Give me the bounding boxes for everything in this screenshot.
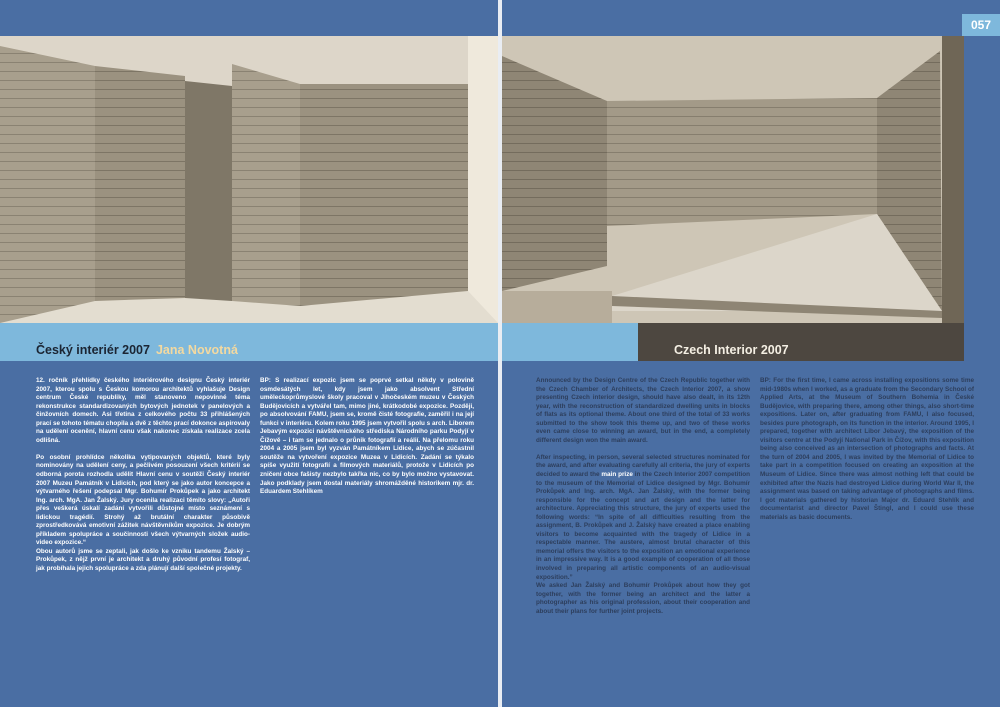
paragraph: Po osobní prohlídce několika vytipovaných objektů, které byly nominovány na udělení ceny, a pečlivém posouzení všech kritérií se odborná porota rozhodla udělit Hlavní cenu v soutěži Český interiér 2007 Muzeu Památník v Lidicích, pod který se jako autor koncepce a výtvarného řešení podepsal Mgr. Bohumír Prokůpek a jako architekt Ing. arch. MgA. Jan Žalský. Jury ocenila realizaci těmito slovy: „Autoři přes veškerá úskalí zadání vytvořili důstojné místo seznámení s lidickou tragédií. Strohý až brutální charakter působivě zprostředkovává emotivní zážitek návštěvníkům expozice. Je dobrým příkladem spolupráce a součinnosti všech výtvarných složek audio-video expozice.“ — [36, 453, 250, 547]
main-prize-highlight: main prize — [601, 471, 633, 479]
paragraph: 12. ročník přehlídky českého interiérového designu Český interiér 2007, kterou spolu s Českou komorou architektů vyhlašuje Design centrum České republiky, měl stanoveno nepovinné téma rekonstrukce standardizovaných bytových jednotek v panelových a činžovních domech. Asi třetina z celkového počtu 33 přihlášených prací se tohoto tématu chopila a dvě z těchto prací dokonce aspirovaly na udělení ocenění, hlavní cenu však nakonec získala realizace zcela odlišná. — [36, 377, 250, 444]
right-title-bar-accent — [502, 323, 638, 361]
page-number: 057 — [962, 14, 1000, 36]
article-title: Český interiér 2007 — [36, 343, 150, 357]
concrete-room-image — [502, 36, 964, 323]
paragraph: Obou autorů jsme se zeptali, jak došlo ke vzniku tandemu Žalský – Prokůpek, z nějž první je architekt a druhý původní profesí fotograf, jak probíhala jejich spolupráce a zda plánují další společné projekty. — [36, 547, 250, 573]
right-photo — [502, 36, 964, 323]
paragraph: BP: S realizací expozic jsem se poprvé setkal někdy v polovině osmdesátých let, kdy jsem jako absolvent Střední uměleckoprůmyslové školy pracoval v Jihočeském muzeu v Českých Budějovicích a vytvářel tam, mimo jiné, krátkodobé expozice. Později, po absolvování FAMU, jsem se, kromě čisté fotografie, zaměřil i na její funkci v interiéru. Kolem roku 1995 jsem vytvořil spolu s arch. Liborem Jebavým expozici návštěvnického střediska Národního parku Podyjí v Čížově – i tam se jednalo o průnik fotografií a reálií. Na přelomu roku 2004 a 2005 jsem byl vyzván Památníkem Lidice, abych se zúčastnil soutěže na vytvoření expozice Muzea v Lidicích. Zadání se týkalo spíše využití fotografií a filmových materiálů, protože v Lidicích po zničení obce fašisty nezbylo takřka nic, co by bylo možno vystavovat. Jako podklady jsem dostal materiály shromážděné historikem mjr. dr. Eduardem Stehlíkem — [260, 377, 474, 496]
paragraph: After inspecting, in person, several selected structures nominated for the award, and after evaluating carefully all criteria, the jury of experts decided to award the main prize in the Czech Interior 2007 competition to the museum of the Memorial of Lidice designed by Mgr. Bohumír Prokůpek and Ing. arch. MgA. Jan Žalský, with the former being responsible for the concept and art design and the latter for architecture. Appreciating this structure, the jury of experts used the following words: “In spite of all difficulties resulting from the assignment, B. Prokůpek and J. Žalský have created a place enabling visitors to become acquainted with the tragedy of Lidice in a respectable manner. The austere, almost brutal character of this memorial offers the visitors to the exposition an emotional experience in an impressive way. It is a good example of cooperation of all those involved in preparing all artistic components of an audio-visual exposition.” — [536, 453, 751, 581]
left-photo — [0, 36, 498, 323]
left-column-1 — [36, 377, 250, 582]
right-column-2 — [760, 377, 974, 531]
right-page — [502, 0, 1000, 707]
right-column-1 — [536, 377, 750, 625]
article-author: Jana Novotná — [155, 343, 238, 357]
paragraph: Announced by the Design Centre of the Czech Republic together with the Czech Chamber of Architects, the Czech Interior 2007, a show presenting Czech interior design, should have also dealt, in its 12th year, with the reconstruction of standardized dwelling units in blocks of flats as its optional theme. About one third of the total of 33 works submitted to the show took this theme up, and two of these works even came close to winning an award, but in the end, a completely different design won the main award. — [536, 377, 750, 444]
paragraph: We asked Jan Žalský and Bohumír Prokůpek about how they got together, with the former being an architect and the latter a photographer as his original profession, about their cooperation and about their plans for further joint projects. — [536, 582, 750, 615]
concrete-walls-image — [0, 36, 498, 323]
left-page — [0, 0, 498, 707]
main-prize-highlight: Hlavní cenu — [136, 471, 173, 479]
paragraph: BP: For the first time, I came across installing expositions some time mid-1980s when I worked, as a graduate from the Secondary School of Applied Arts, at the Museum of Southern Bohemia in České Budějovice, with preparing there, among other things, also short-time expositions. Later on, after graduating from FAMU, I also focused, besides pure photograph, on its function in the interior. Around 1995, I prepared, together with architect Libor Jebavý, the exposition of the visitors centre at the Podyjí National Park in Čížov, with this exposition being also conceived as an intersection of photographs and facts. At the turn of 2004 and 2005, I was invited by the Memorial of Lidice to take part in a competition focused on creating an exposition at the Museum of Lidice. Since there was almost nothing left that could be exhibited after the Nazis had destroyed Lidice during World War II, the assignment was based on taking advantage of photographs and films. I got materials gathered by historian Major dr. Eduard Stehlík and documentarist and director Pavel Štingl, and I could use these materials as basic documents. — [760, 377, 974, 521]
left-column-2 — [260, 377, 474, 505]
article-title-en: Czech Interior 2007 — [674, 343, 789, 357]
article-title-cz — [36, 343, 238, 357]
